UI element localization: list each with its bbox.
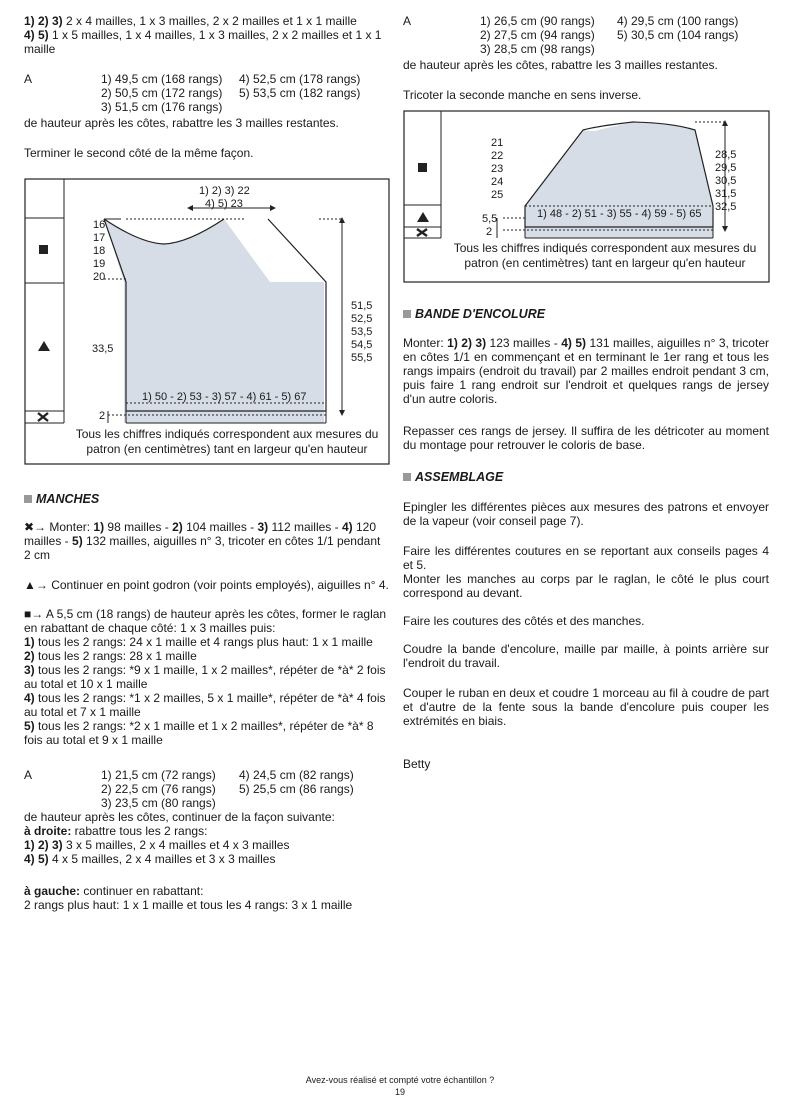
assemblage-p2: Faire les différentes coutures en se reportant aux conseils pages 4 et 5. (403, 544, 769, 572)
heading-marker-icon (24, 495, 32, 503)
body-pattern-svg (24, 178, 392, 468)
square-symbol (418, 163, 427, 172)
sleeve-left-bottom: 2 (486, 226, 493, 238)
right-a-values-col2: 4) 29,5 cm (100 rangs) 5) 30,5 cm (104 rangs) (617, 14, 739, 42)
manches-a-values-col1: 1) 21,5 cm (72 rangs) 2) 22,5 cm (76 rangs) 3) 23,5 cm (80 rangs) (101, 768, 216, 810)
a-values-col1: 1) 49,5 cm (168 rangs) 2) 50,5 cm (172 rangs) 3) 51,5 cm (176 rangs) (101, 72, 223, 114)
body-pattern-diagram: 1) 2) 3) 22 4) 5) 23 16 17 18 19 20 33,5 2 51,5 52,5 53,5 54,5 55,5 1) 50 - 2) 53 - 3) 57 - 4) 61 - 5) 67 Tous les chiffres indiqués correspondent aux mesures du patron (en centimètres) tant en largeur qu'en hauteur (24, 178, 392, 468)
pattern-fill (525, 122, 713, 238)
assemblage-p3: Monter les manches au corps par le raglan, le côté le plus court correspond au devant. (403, 572, 769, 600)
diagram-caption: Tous les chiffres indiqués correspondent aux mesures du patron (en centimètres) tant en largeur qu'en hauteur (75, 427, 379, 456)
manches-droite: de hauteur après les côtes, continuer de la façon suivante: à droite: rabattre tous les 2 rangs: 1) 2) 3) 3 x 5 mailles, 2 x 4 mailles et 4 x 3 mailles 4) 5) 4 x 5 mailles, 2 x 4 mailles et 3 x 3 mailles (24, 810, 335, 866)
terminer-text: Terminer le second côté de la même façon. (24, 146, 254, 160)
top-measure-1: 1) 2) 3) 22 (199, 185, 250, 197)
heading-marker-icon (403, 473, 411, 481)
right-a-label: A (403, 14, 412, 28)
text-line: maille (24, 42, 56, 56)
manches-monter: ✖→ Monter: 1) 98 mailles - 2) 104 mailles - 3) 112 mailles - 4) 120 mailles - 5) 132 mailles, aiguilles n° 3, tricoter en côtes 1/1 pendant 2 cm (24, 520, 381, 562)
assemblage-p4: Faire les coutures des côtés et des manches. (403, 614, 645, 628)
triangle-symbol (417, 212, 429, 222)
top-measure-2: 4) 5) 23 (205, 198, 243, 210)
a-values-col2: 4) 52,5 cm (178 rangs) 5) 53,5 cm (182 rangs) (239, 72, 361, 100)
manches-heading: MANCHES (24, 492, 99, 506)
page-number: 19 (394, 1087, 405, 1097)
sleeve-pattern-diagram: 21 22 23 24 25 28,5 29,5 30,5 31,5 32,5 5,5 2 1) 48 - 2) 51 - 3) 55 - 4) 59 - 5) 65 Tous les chiffres indiqués correspondent aux mesures du patron (en centimètres) tant en largeur qu'en hauteur (403, 110, 773, 286)
manches-raglan: ■→ A 5,5 cm (18 rangs) de hauteur après les côtes, former le raglan en rabattant de chaque côté: 1 x 3 mailles puis: 1) tous les 2 rangs: 24 x 1 maille et 4 rangs plus haut: 1 x 1 maille 2) tous les 2 rangs: 28 x 1 maille 3) tous les 2 rangs: *9 x 1 maille, 1 x 2 mailles*, répéter de *à* 2 fois au total et 10 x 1 maille 4) tous les 2 rangs: *1 x 2 mailles, 5 x 1 maille*, répéter de *à* 4 fois au total et 7 x 1 maille 5) tous les 2 rangs: *2 x 1 maille et 1 x 2 mailles*, répéter de *à* 8 fois au total et 9 x 1 maille (24, 607, 387, 747)
assemblage-p5: Coudre la bande d'encolure, maille par maille, à points arrière sur l'endroit du travail. (403, 642, 769, 670)
bande-heading: BANDE D'ENCOLURE (403, 307, 545, 321)
cross-symbol (417, 229, 427, 236)
text-line: 1) 2) 3) 2 x 4 mailles, 1 x 3 mailles, 2 x 2 mailles et 1 x 1 maille (24, 14, 357, 28)
assemblage-p1: Epingler les différentes pièces aux mesures des patrons et envoyer de la vapeur (voir conseil page 7). (403, 500, 769, 528)
sleeve-bottom-widths: 1) 48 - 2) 51 - 3) 55 - 4) 59 - 5) 65 (537, 208, 702, 220)
left-top-lines (24, 14, 394, 56)
sleeve-left-mid: 5,5 (482, 213, 498, 225)
assemblage-heading: ASSEMBLAGE (403, 470, 503, 484)
heading-marker-icon (403, 310, 411, 318)
sleeve-caption: Tous les chiffres indiqués correspondent aux mesures du patron (en centimètres) tant en largeur qu'en hauteur (453, 241, 757, 270)
signature: Betty (403, 757, 431, 771)
after-a-text: de hauteur après les côtes, rabattre les 3 mailles restantes. (24, 116, 339, 130)
bande-repasser: Repasser ces rangs de jersey. Il suffira de les détricoter au moment du montage pour retrouver le coloris de base. (403, 424, 769, 452)
assemblage-p6: Couper le ruban en deux et coudre 1 morceau au fil à coudre de part et d'autre de la fente sous la bande d'encolure puis couper les extrémités en biais. (403, 686, 769, 728)
tricoter-text: Tricoter la seconde manche en sens inverse. (403, 88, 642, 102)
a-label: A (24, 72, 33, 86)
left-mid-measure: 33,5 (92, 343, 114, 355)
manches-a-label: A (24, 768, 33, 782)
manches-a-values-col2: 4) 24,5 cm (82 rangs) 5) 25,5 cm (86 rangs) (239, 768, 354, 796)
right-a-values-col1: 1) 26,5 cm (90 rangs) 2) 27,5 cm (94 rangs) 3) 28,5 cm (98 rangs) (480, 14, 595, 56)
cross-symbol (38, 413, 48, 421)
right-after-a: de hauteur après les côtes, rabattre les 3 mailles restantes. (403, 58, 718, 72)
text-line: 4) 5) 1 x 5 mailles, 1 x 4 mailles, 1 x 3 mailles, 2 x 2 mailles et 1 x 1 (24, 28, 382, 42)
footer-question: Avez-vous réalisé et compté votre échantillon ? (305, 1075, 495, 1085)
square-symbol (39, 245, 48, 254)
left-bottom-measure: 2 (99, 410, 106, 422)
manches-gauche: à gauche: continuer en rabattant: 2 rangs plus haut: 1 x 1 maille et tous les 4 rangs: 3 x 1 maille (24, 884, 353, 912)
manches-continuer: ▲→ Continuer en point godron (voir points employés), aiguilles n° 4. (24, 578, 389, 592)
bottom-widths: 1) 50 - 2) 53 - 3) 57 - 4) 61 - 5) 67 (142, 391, 307, 403)
triangle-symbol (38, 341, 50, 351)
bande-monter: Monter: 1) 2) 3) 123 mailles - 4) 5) 131 mailles, aiguilles n° 3, tricoter en côtes 1/1 en commençant et en terminant le 1er rang et tous les rangs impairs (endroit du travail) par 2 mailles endroit pendant 3 cm, puis faire 1 rang endroit sur l'endroit et quelques rangs de jersey d'un autre coloris. (403, 336, 769, 406)
